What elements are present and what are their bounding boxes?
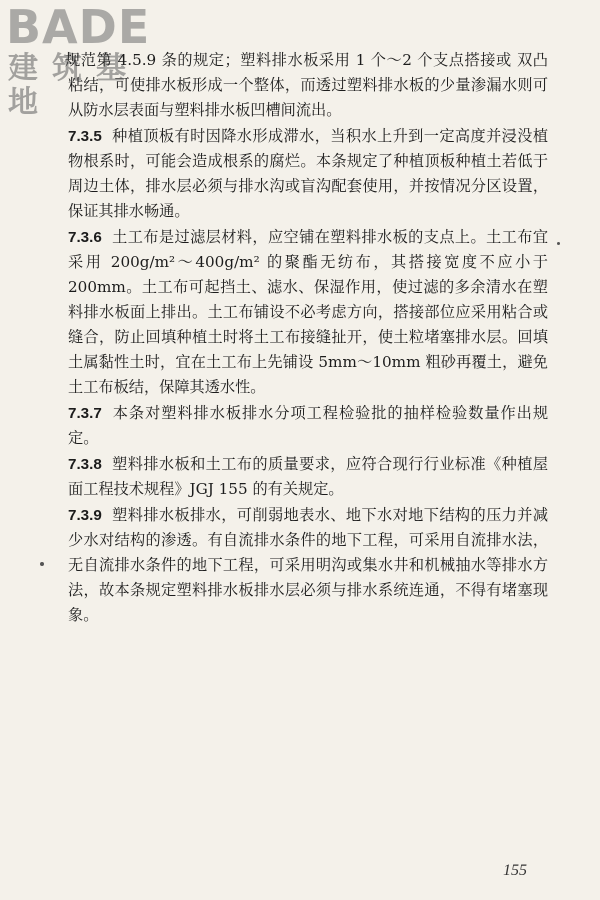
watermark-subtitle: 建筑基地 bbox=[8, 51, 140, 120]
page-body bbox=[65, 48, 548, 628]
clause-7-3-8 bbox=[68, 452, 548, 502]
clause-number: 7.3.6 bbox=[68, 229, 102, 246]
scan-speck bbox=[40, 562, 44, 566]
clause-text: 塑料排水板和土工布的质量要求，应符合现行行业标准《种植屋面工程技术规程》JGJ 155 的有关规定。 bbox=[68, 455, 548, 498]
clause-text: 本条对塑料排水板排水分项工程检验批的抽样检验数量作出规定。 bbox=[68, 404, 548, 447]
clause-7-3-6 bbox=[68, 225, 548, 400]
clause-7-3-5 bbox=[68, 124, 548, 224]
clause-number: 7.3.5 bbox=[68, 128, 102, 145]
watermark-brand: BADE bbox=[6, 0, 151, 54]
clause-number: 7.3.8 bbox=[68, 456, 102, 473]
clause-number: 7.3.7 bbox=[68, 405, 102, 422]
scan-speck bbox=[557, 242, 560, 245]
paragraph-continued bbox=[65, 48, 548, 123]
paragraph-text: 规范第 4.5.9 条的规定；塑料排水板采用 1 个～2 个支点搭接或 双凸 粘结，可使排水板形成一个整体，而透过塑料排水板的少量渗漏水则可从防水层表面与塑料排水板凹槽间流出。 bbox=[65, 51, 548, 119]
clause-number: 7.3.9 bbox=[68, 507, 102, 524]
clause-text: 种植顶板有时因降水形成滞水，当积水上升到一定高度并浸没植物根系时，可能会造成根系的腐烂。本条规定了种植顶板种植土若低于周边土体，排水层必须与排水沟或盲沟配套使用，并按情况分区设置，保证其排水畅通。 bbox=[68, 127, 548, 220]
clause-7-3-9 bbox=[68, 503, 548, 628]
clause-7-3-7 bbox=[68, 401, 548, 451]
clause-text: 土工布是过滤层材料，应空铺在塑料排水板的支点上。土工布宜采用 200g/m²～400g/m² 的聚酯无纺布，其搭接宽度不应小于 200mm。土工布可起挡土、滤水、保湿作用，使过滤的多余清水在塑料排水板面上排出。土工布铺设不必考虑方向，搭接部位应采用粘合或缝合，防止回填种植土时将土工布接缝扯开，使土粒堵塞排水层。回填土属黏性土时，宜在土工布上先铺设 5mm～10mm 粗砂再覆土，避免土工布板结，保障其透水性。 bbox=[68, 228, 548, 396]
clause-text: 塑料排水板排水，可削弱地表水、地下水对地下结构的压力并减少水对结构的渗透。有自流排水条件的地下工程，可采用自流排水法，无自流排水条件的地下工程，可采用明沟或集水井和机械抽水等排水方法，故本条规定塑料排水板排水层必须与排水系统连通，不得有堵塞现象。 bbox=[68, 506, 548, 624]
page-number: 155 bbox=[503, 862, 527, 879]
